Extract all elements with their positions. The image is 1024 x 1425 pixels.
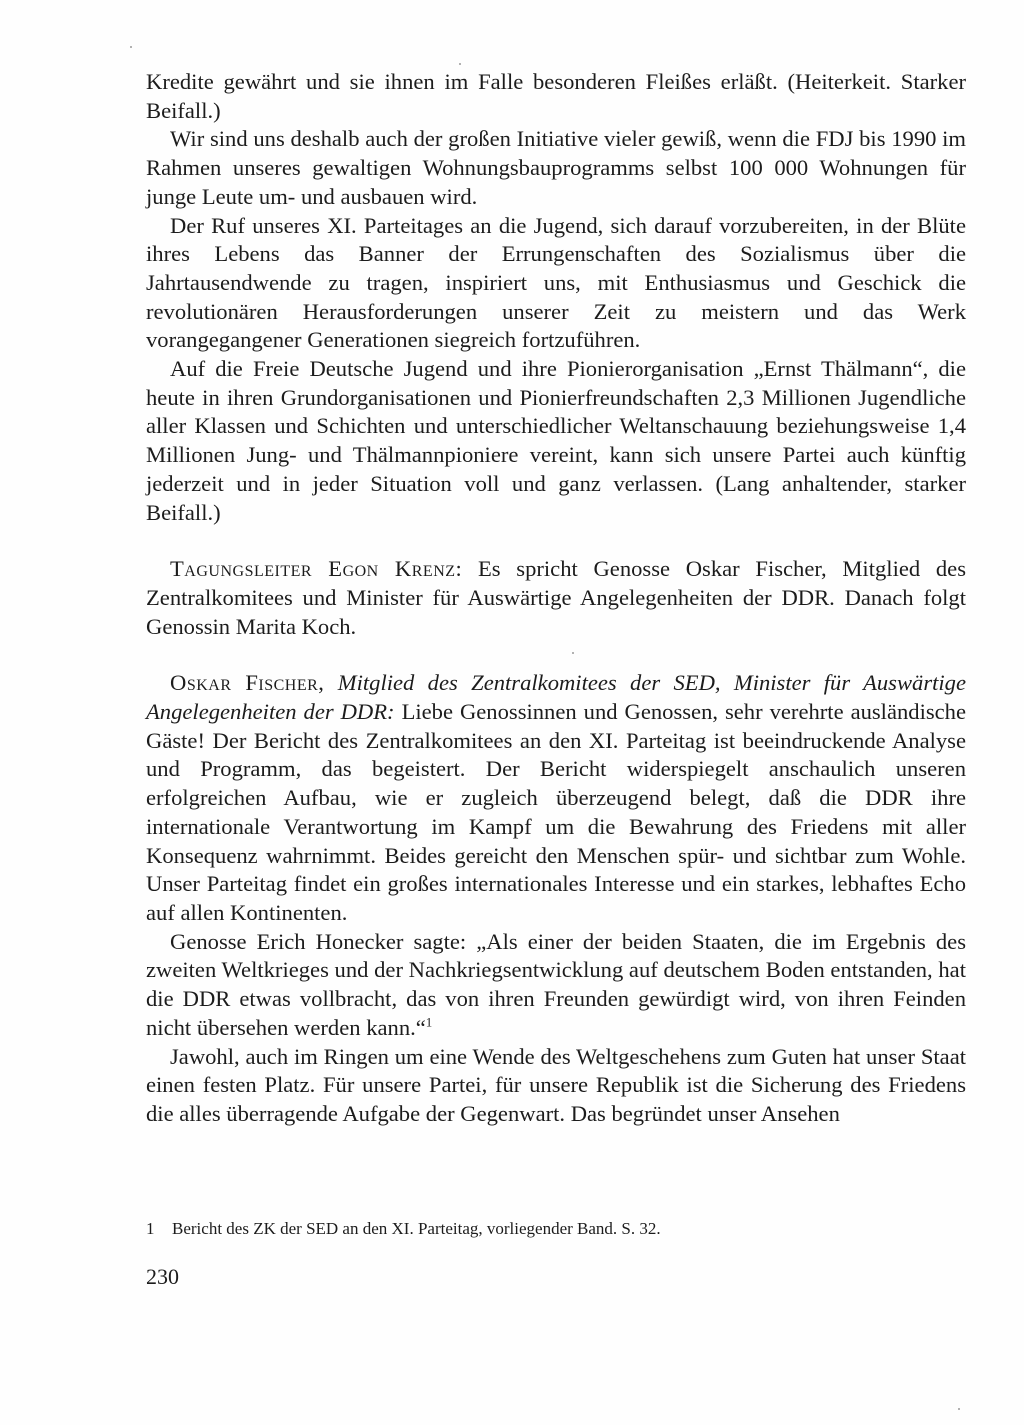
footnote: [146, 1218, 966, 1240]
page-number: 230: [146, 1264, 179, 1289]
closing-paragraph: Jawohl, auch im Ringen um eine Wende des Weltgeschehens zum Guten hat unser Staat einen festen Platz. Für unsere Partei, für unsere Republik ist die Sicherung des Friedens die alles überragende Aufgabe der Gegenwart. Das begründet unser Ansehen: [146, 1043, 966, 1126]
speaker-paragraph: [146, 669, 966, 927]
chair-text: Es spricht Genosse Oskar Fischer, Mitglied des Zentralkomitees und Minister für Auswärtige Angelegenheiten der DDR. Danach folgt Genossin Marita Koch.: [146, 556, 966, 639]
speaker-text: Liebe Genossinnen und Genossen, sehr verehrte ausländische Gäste! Der Bericht des Zentralkomitees an den XI. Parteitag ist beeindruckende Analyse und Programm, das begeistert. Der Bericht widerspiegelt anschaulich unseren erfolgreichen Aufbau, wie er zugleich überzeugend belegt, daß die DDR ihre internationale Verantwortung im Kampf um die Bewahrung des Friedens mit aller Konsequenz wahrnimmt. Beides gereicht den Menschen spür- und sichtbar zum Wohle. Unser Parteitag findet ein großes internationales Interesse und ein starkes, lebhaftes Echo auf allen Kontinenten.: [146, 699, 967, 925]
paragraph-1: Kredite gewährt und sie ihnen im Falle besonderen Fleißes erläßt. (Heiterkeit. Starker Beifall.): [146, 69, 966, 123]
chair-announcement: [146, 555, 966, 641]
scan-speck: [958, 1408, 960, 1410]
paragraph-4: Auf die Freie Deutsche Jugend und ihre Pionierorganisation „Ernst Thälmann“, die heute in ihren Grundorganisationen und Pionierfreundschaften 2,3 Millionen Jugendliche aller Klassen und Schichten und unterschiedlicher Weltanschauung beziehungsweise 1,4 Millionen Jung- und Thälmannpioniere vereint, kann sich unsere Partei auch künftig jederzeit und in jeder Situation voll und ganz verlassen. (Lang anhaltender, starker Beifall.): [146, 356, 966, 525]
quote-text: Genosse Erich Honecker sagte: „Als einer der beiden Staaten, die im Ergebnis des zweiten Weltkrieges und der Nachkriegsentwicklung auf deutschem Boden entstanden, hat die DDR etwas vollbracht, das von ihren Freunden gewürdigt wird, von ihren Feinden nicht übersehen werden kann.“: [146, 928, 966, 1040]
footnote-text: Bericht des ZK der SED an den XI. Parteitag, vorliegender Band. S. 32.: [172, 1219, 661, 1238]
scan-speck: [459, 63, 461, 65]
quote-paragraph: [146, 928, 966, 1043]
paragraph-2: Wir sind uns deshalb auch der großen Initiative vieler gewiß, wenn die FDJ bis 1990 im Rahmen unseres gewaltigen Wohnungsbauprogramms selbst 100 000 Wohnungen für junge Leute um- und ausbauen wird.: [146, 126, 966, 209]
footnote-ref[interactable]: 1: [425, 1014, 433, 1030]
main-text: [146, 68, 966, 1129]
speaker-role: Mitglied des Zentralkomitees der SED, Minister für Auswärtige Angelegenheiten der DDR:: [146, 670, 967, 725]
paragraph-3: Der Ruf unseres XI. Parteitages an die Jugend, sich darauf vorzubereiten, in der Blüte ihres Lebens das Banner der Errungenschaften des Sozialismus über die Jahrtausendwende zu tragen, inspiriert uns, mit Enthusiasmus und Geschick die revolutionären Herausforderungen unserer Zeit zu meistern und das Werk vorangegangener Generationen siegreich fortzuführen.: [146, 212, 966, 353]
footnote-number: 1: [146, 1219, 155, 1238]
chair-label: Tagungsleiter Egon Krenz:: [170, 556, 463, 582]
scan-speck: [130, 46, 132, 48]
speaker-name: Oskar Fischer,: [170, 670, 325, 696]
